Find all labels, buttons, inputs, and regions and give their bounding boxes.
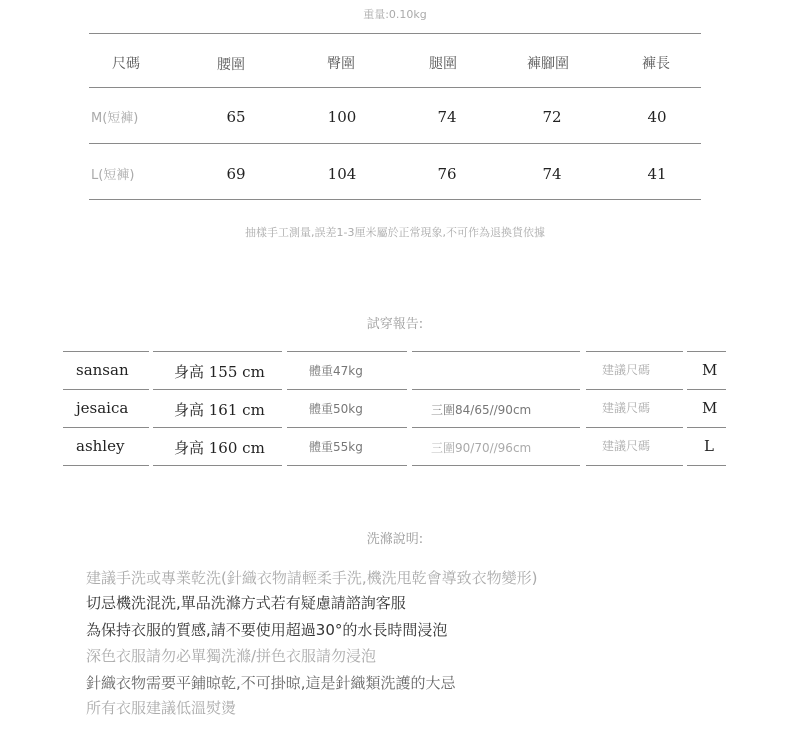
cell-m-waist: 65 xyxy=(226,108,246,126)
table-rule xyxy=(63,465,149,466)
trial-name: jesaica xyxy=(76,399,129,417)
header-leg-opening: 褲腳圍 xyxy=(527,56,569,72)
cell-l-waist: 69 xyxy=(226,165,246,183)
care-title: 洗滌說明: xyxy=(366,532,424,547)
header-waist: 腰圍 xyxy=(217,57,245,73)
row-label-l: L(短褲) xyxy=(91,168,135,183)
table-rule xyxy=(63,389,149,390)
trial-size: M xyxy=(702,399,718,417)
table-rule xyxy=(412,427,580,428)
cell-l-hip: 104 xyxy=(327,165,357,183)
header-hip: 臀圍 xyxy=(327,56,355,72)
care-line: 深色衣服請勿必單獨洗滌/拼色衣服請勿浸泡 xyxy=(86,647,377,665)
trial-title: 試穿報告: xyxy=(366,317,424,332)
table-rule xyxy=(287,427,407,428)
table-rule xyxy=(153,351,282,352)
table-rule xyxy=(287,465,407,466)
table-rule xyxy=(63,351,149,352)
care-line: 針織衣物需要平鋪晾乾,不可掛晾,這是針織類洗護的大忌 xyxy=(86,674,456,692)
trial-name: sansan xyxy=(76,361,129,379)
cell-m-leg-opening: 72 xyxy=(542,108,562,126)
table-rule xyxy=(412,465,580,466)
table-rule xyxy=(687,427,726,428)
trial-advice-label: 建議尺碼 xyxy=(602,439,651,453)
header-thigh: 腿圍 xyxy=(429,56,457,72)
table-rule xyxy=(153,465,282,466)
weight-label: 重量:0.10kg xyxy=(363,8,427,21)
table-rule xyxy=(687,351,726,352)
table-rule xyxy=(287,389,407,390)
cell-l-length: 41 xyxy=(647,165,667,183)
table-rule xyxy=(153,427,282,428)
cell-l-leg-opening: 74 xyxy=(542,165,562,183)
table-rule xyxy=(586,389,683,390)
row-label-m: M(短褲) xyxy=(91,111,139,126)
trial-advice-label: 建議尺碼 xyxy=(602,401,651,415)
trial-measure: 三圍90/70//96cm xyxy=(431,441,532,455)
table-rule xyxy=(153,389,282,390)
table-rule xyxy=(412,389,580,390)
trial-weight: 體重47kg xyxy=(309,364,363,378)
trial-height: 身高 155 cm xyxy=(174,363,265,381)
table-rule xyxy=(586,351,683,352)
trial-height: 身高 161 cm xyxy=(174,401,265,419)
table-rule xyxy=(687,465,726,466)
table-rule xyxy=(687,389,726,390)
care-line: 所有衣服建議低溫熨燙 xyxy=(86,699,237,717)
care-line: 切忌機洗混洗,單品洗滌方式若有疑慮請諮詢客服 xyxy=(86,594,406,612)
cell-m-thigh: 74 xyxy=(437,108,457,126)
header-length: 褲長 xyxy=(642,56,670,72)
trial-size: M xyxy=(702,361,718,379)
table-rule xyxy=(287,351,407,352)
trial-measure: 三圍84/65//90cm xyxy=(431,403,532,417)
table-rule xyxy=(412,351,580,352)
care-line: 建議手洗或專業乾洗(針織衣物請輕柔手洗,機洗甩乾會導致衣物變形) xyxy=(86,569,538,587)
care-line: 為保持衣服的質感,請不要使用超過30°的水長時間浸泡 xyxy=(86,621,448,639)
trial-weight: 體重50kg xyxy=(309,402,363,416)
trial-advice-label: 建議尺碼 xyxy=(602,363,651,377)
header-size: 尺碼 xyxy=(112,56,140,72)
cell-m-hip: 100 xyxy=(327,108,357,126)
trial-height: 身高 160 cm xyxy=(174,439,265,457)
cell-l-thigh: 76 xyxy=(437,165,457,183)
measure-note: 抽樣手工測量,誤差1-3厘米屬於正常現象,不可作為退換貨依據 xyxy=(245,226,545,239)
table-rule xyxy=(586,427,683,428)
cell-m-length: 40 xyxy=(647,108,667,126)
trial-size: L xyxy=(704,437,714,455)
table-rule xyxy=(586,465,683,466)
table-rule xyxy=(63,427,149,428)
trial-weight: 體重55kg xyxy=(309,440,363,454)
trial-name: ashley xyxy=(76,437,125,455)
